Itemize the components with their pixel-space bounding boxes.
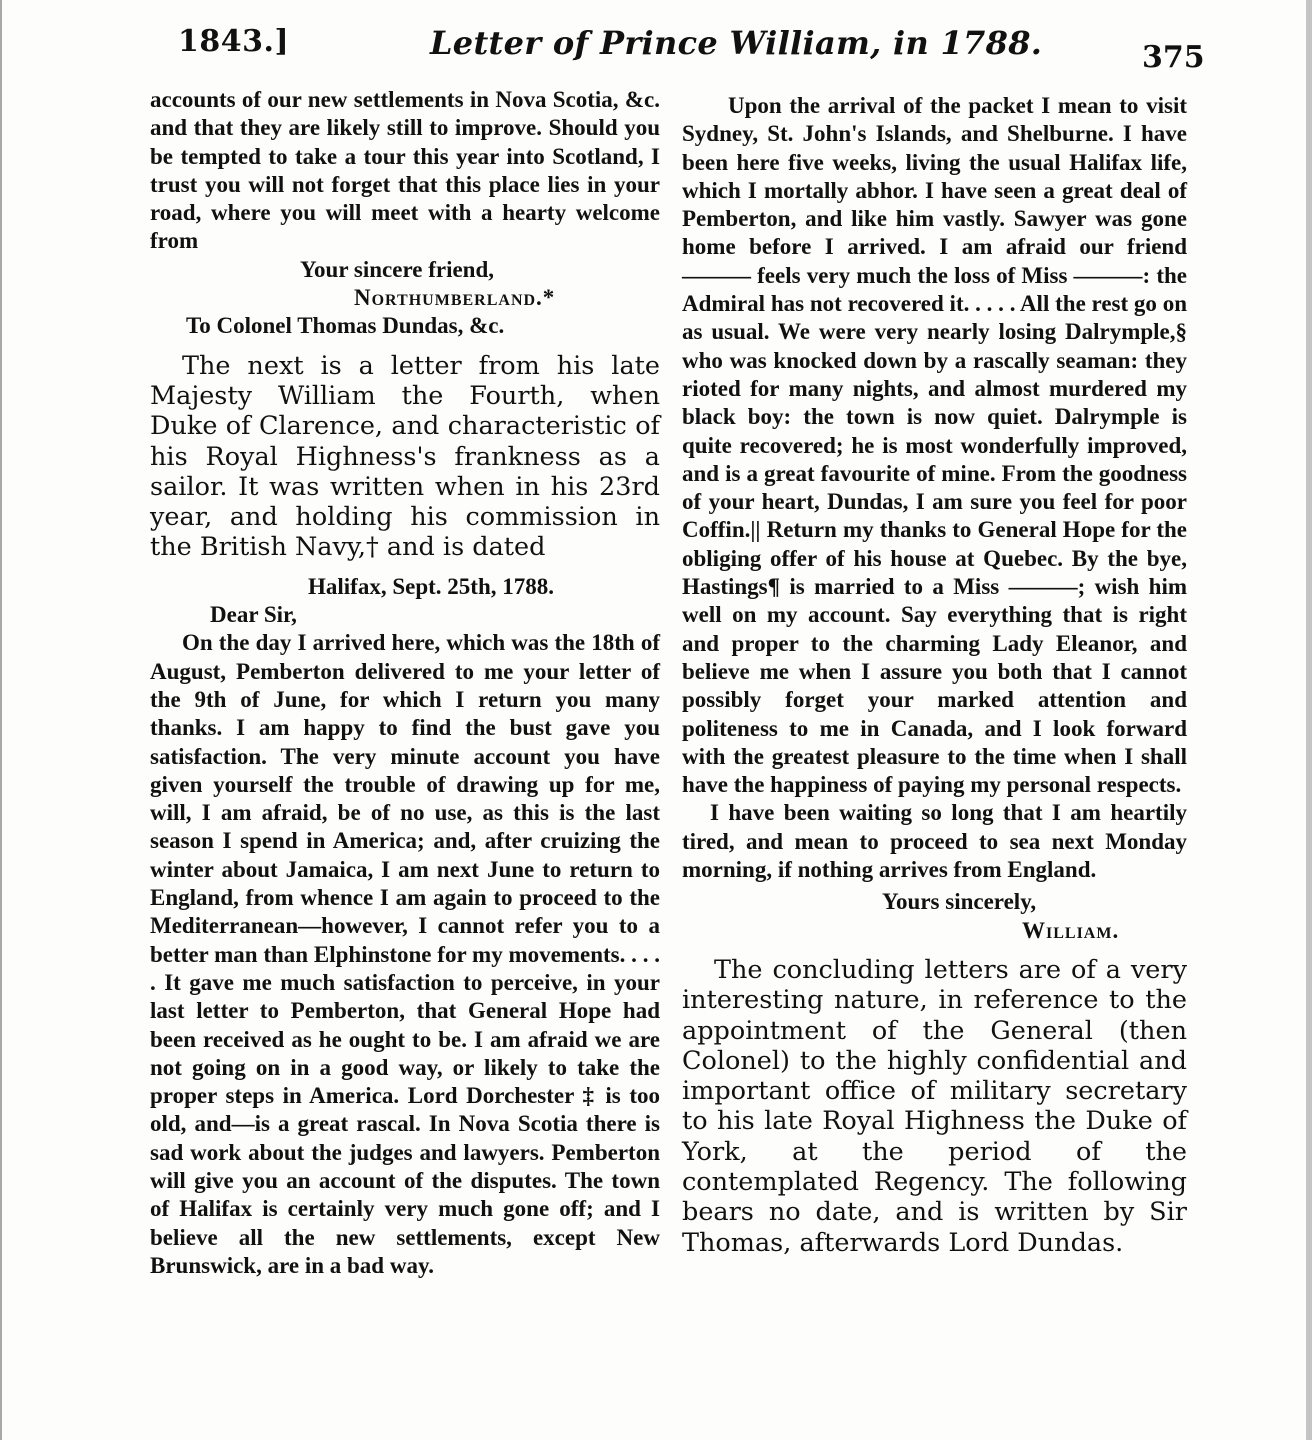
paragraph-letter-body-continued: Upon the arrival of the packet I mean to visit Sydney, St. John's Islands, and Shelburne. I have been here five weeks, living the usual Halifax life, which I mortally abhor. I have seen a great deal of Pemberton, and like him vastly. Sawyer was gone home before I arrived. I am afraid our friend ——— feels very much the loss of Miss ———: the Admiral has not recovered it. . . . . All the rest go on as usual. We were very nearly losing Dalrymple,§ who was knocked down by a rascally seaman: they rioted for many nights, and almost murdered my black boy: the town is now quiet. Dalrymple is quite recovered; he is most wonderfully improved, and is a great favourite of mine. From the goodness of your heart, Dundas, I am sure you feel for poor Coffin.|| Return my thanks to General Hope for the obliging offer of his house at Quebec. By the bye, Hastings¶ is married to a Miss ———; wish him well on my account. Say everything that is right and proper to the charming Lady Eleanor, and believe me when I assure you both that I cannot possibly forget your marked attention and politeness to me in Canada, and I look forward with the greatest pleasure to the time when I shall have the happiness of paying my personal respects. <box>682 93 1187 798</box>
left-column <box>150 86 660 1280</box>
letter-closing: Your sincere friend, <box>300 256 494 282</box>
header-year: 1843.] <box>178 24 290 59</box>
running-header <box>172 22 1205 82</box>
page-number: 375 <box>1142 40 1205 75</box>
paragraph-letter-ending: I have been waiting so long that I am heartily tired, and mean to proceed to sea next Monday morning, if nothing arrives from England. <box>682 800 1187 883</box>
letter-closing-right: Yours sincerely, <box>882 889 1037 915</box>
paragraph-letter-body: On the day I arrived here, which was the 18th of August, Pemberton delivered to me your letter of the 9th of June, for which I return you many thanks. I am happy to find the bust gave you satisfaction. The very minute account you have given yourself the trouble of drawing up for me, will, I am afraid, be of no use, as this is the last season I spend in America; and, after cruizing the winter about Jamaica, I am next June to return to England, from whence I am again to proceed to the Mediterranean—however, I cannot refer you to a better man than Elphinstone for my movements. . . . . It gave me much satisfaction to perceive, in your last letter to Pemberton, that General Hope had been received as he ought to be. I am afraid we are not going on in a good way, or likely to take the proper steps in America. Lord Dorchester ‡ is too old, and—is a great rascal. In Nova Scotia there is sad work about the judges and lawyers. Pemberton will give you an account of the disputes. The town of Halifax is certainly very much gone off; and I believe all the new settlements, except New Brunswick, are in a bad way. <box>150 630 660 1278</box>
letter-signature: Northumberland.* <box>354 285 556 311</box>
paragraph-introduction: The next is a letter from his late Majesty William the Fourth, when Duke of Clarence, and characteristic of his Royal Highness's frankness as a sailor. It was written when in his 23rd year, and holding his commission in the British Navy,† and is dated <box>150 350 660 563</box>
right-column <box>682 92 1187 1258</box>
header-title: Letter of Prince William, in 1788. <box>430 24 1043 62</box>
letter-dateline: Halifax, Sept. 25th, 1788. <box>308 573 554 599</box>
letter-signature-right: William. <box>1022 917 1120 943</box>
letter-addressee: To Colonel Thomas Dundas, &c. <box>186 313 505 339</box>
paragraph-continued: accounts of our new settlements in Nova Scotia, &c. and that they are likely still to improve. Should you be tempted to take a tour this year into Scotland, I trust you will not forget that this place lies in your road, where you will meet with a hearty welcome from <box>150 87 660 254</box>
paragraph-commentary: The concluding letters are of a very interesting nature, in reference to the appointment of the General (then Colonel) to the highly confidential and important office of military secretary to his late Royal Highness the Duke of York, at the period of the contemplated Regency. The following bears no date, and is written by Sir Thomas, afterwards Lord Dundas. <box>682 954 1187 1258</box>
letter-salutation: Dear Sir, <box>210 602 297 628</box>
